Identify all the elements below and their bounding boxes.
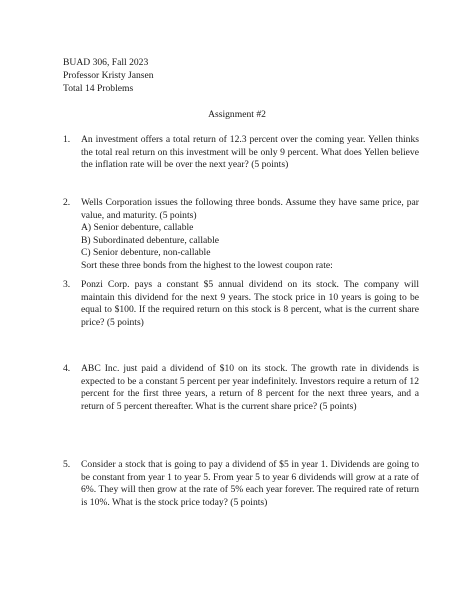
bond-option: B) Subordinated debenture, callable [81,234,219,246]
sort-instruction: Sort these three bonds from the highest to the lowest coupon rate: [81,259,333,271]
problem-text: An investment offers a total return of 12.3 percent over the coming year. Yellen thinks the total real return on this investment will be only 9 percent. What does Yellen believe the inflation rate will be over the next year? (5 points) [81,134,419,171]
problem-text: Consider a stock that is going to pay a dividend of $5 in year 1. Dividends are going to be constant from year 1 to year 5. From year 5 to year 6 dividends will grow at a rate of 6%. They will then grow at the rate of 5% each year forever. The required rate of return is 10%. What is the stock price today? (5 points) [81,459,419,508]
problem-count: Total 14 Problems [63,83,134,95]
assignment-title: Assignment #2 [208,109,266,120]
professor-name: Professor Kristy Jansen [63,70,154,82]
problem-item [63,363,419,413]
problem-number: 1. [63,134,71,145]
problem-text: ABC Inc. just paid a dividend of $10 on its stock. The growth rate in dividends is expected to be a constant 5 percent per year indefinitely. Investors require a return of 12 percent for the first three years, a return of 8 percent for the next three years, and a return of 5 percent thereafter. What is the current share price? (5 points) [81,363,419,412]
bond-options-list [81,222,419,272]
problem-number: 3. [63,279,71,290]
document-header [63,57,154,96]
problem-number: 5. [63,459,71,470]
problem-item [63,279,419,329]
problem-number: 4. [63,363,71,374]
problem-text: Ponzi Corp. pays a constant $5 annual dividend on its stock. The company will maintain this dividend for the next 9 years. The stock price in 10 years is going to be equal to $100. If the required return on this stock is 8 percent, what is the current share price? (5 points) [81,279,419,328]
bond-option: C) Senior debenture, non-callable [81,247,211,259]
problem-item [63,134,419,172]
bond-option: A) Senior debenture, callable [81,222,194,234]
problem-number: 2. [63,197,71,208]
problem-item [63,197,419,273]
problem-text: Wells Corporation issues the following three bonds. Assume they have same price, par value, and maturity. (5 points) [81,197,419,221]
problem-item [63,459,419,509]
course-name: BUAD 306, Fall 2023 [63,57,149,68]
